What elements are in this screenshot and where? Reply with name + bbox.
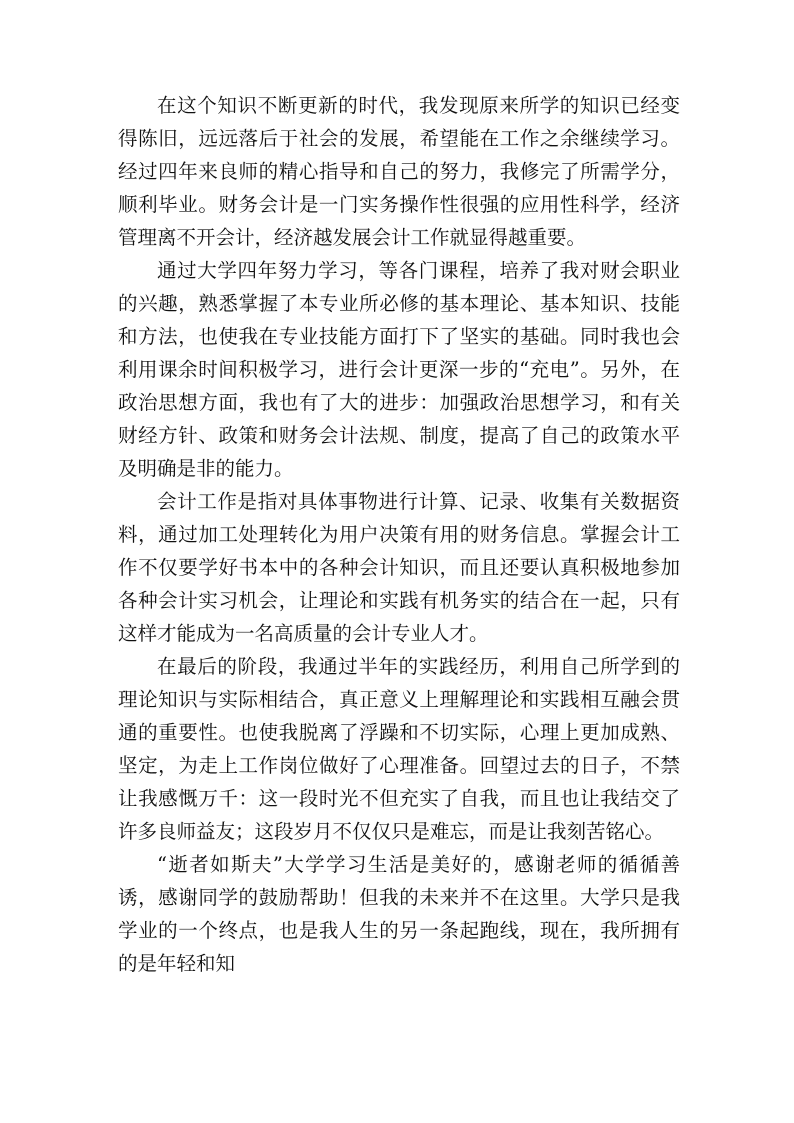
document-body	[118, 89, 680, 980]
paragraph-5: “逝者如斯夫”大学学习生活是美好的，感谢老师的循循善诱，感谢同学的鼓励帮助！但我的未来并不在这里。大学只是我学业的一个终点，也是我人生的另一条起跑线，现在，我所拥有的是年轻和知	[118, 853, 680, 975]
paragraph-1: 在这个知识不断更新的时代，我发现原来所学的知识已经变得陈旧，远远落后于社会的发展，希望能在工作之余继续学习。经过四年来良师的精心指导和自己的努力，我修完了所需学分，顺利毕业。财务会计是一门实务操作性很强的应用性科学，经济管理离不开会计，经济越发展会计工作就显得越重要。	[118, 94, 680, 249]
paragraph-2: 通过大学四年努力学习，等各门课程，培养了我对财会职业的兴趣，熟悉掌握了本专业所必修的基本理论、基本知识、技能和方法，也使我在专业技能方面打下了坚实的基础。同时我也会利用课余时间积极学习，进行会计更深一步的“充电”。另外，在政治思想方面，我也有了大的进步：加强政治思想学习，和有关财经方针、政策和财务会计法规、制度，提高了自己的政策水平及明确是非的能力。	[118, 259, 680, 480]
paragraph-3: 会计工作是指对具体事物进行计算、记录、收集有关数据资料，通过加工处理转化为用户决策有用的财务信息。掌握会计工作不仅要学好书本中的各种会计知识，而且还要认真积极地参加各种会计实习机会，让理论和实践有机务实的结合在一起，只有这样才能成为一名高质量的会计专业人才。	[118, 490, 680, 645]
paragraph-4: 在最后的阶段，我通过半年的实践经历，利用自己所学到的理论知识与实际相结合，真正意义上理解理论和实践相互融会贯通的重要性。也使我脱离了浮躁和不切实际，心理上更加成熟、坚定，为走上工作岗位做好了心理准备。回望过去的日子，不禁让我感慨万千：这一段时光不但充实了自我，而且也让我结交了许多良师益友；这段岁月不仅仅只是难忘，而是让我刻苦铭心。	[118, 655, 680, 843]
